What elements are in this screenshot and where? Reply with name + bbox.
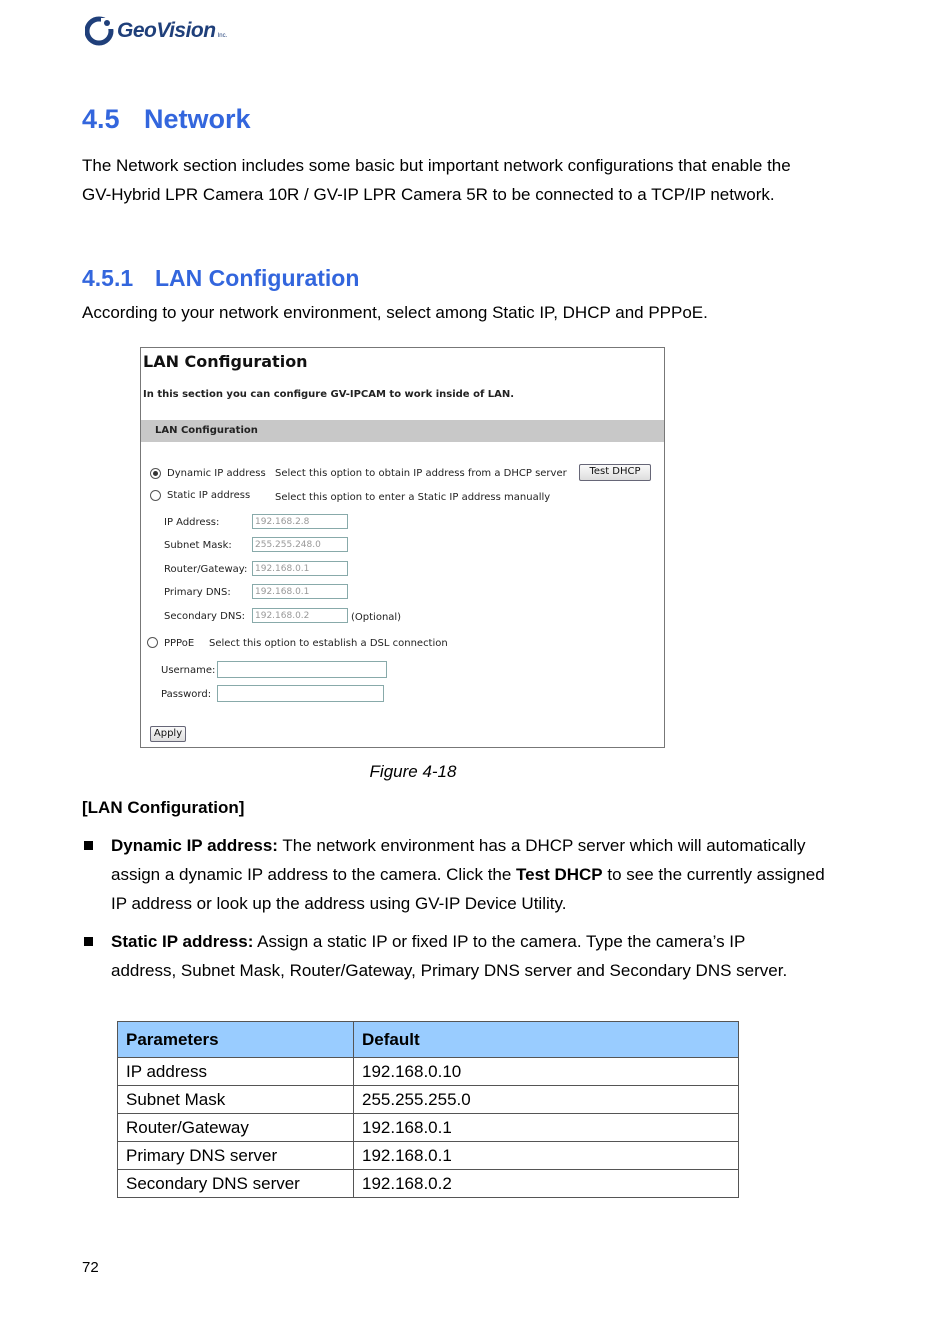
bullet-dynamic-ip	[111, 831, 831, 918]
page-number: 72	[82, 1259, 99, 1276]
screenshot-description: In this section you can configure GV-IPCAM to work inside of LAN.	[143, 389, 515, 400]
lan-configuration-heading: [LAN Configuration]	[82, 798, 245, 817]
table-cell: 192.168.0.10	[354, 1058, 739, 1086]
test-dhcp-strong: Test DHCP	[516, 865, 603, 884]
ip-address-input[interactable]: 192.168.2.8	[252, 514, 348, 529]
table-header-parameters: Parameters	[118, 1022, 354, 1058]
bullet-square-icon	[84, 841, 93, 850]
bullet-square-icon	[84, 937, 93, 946]
username-input[interactable]	[217, 661, 387, 678]
figure-caption-text: Figure 4-18	[369, 762, 457, 781]
parameters-table	[117, 1021, 739, 1198]
logo-text: GeoVision	[117, 19, 216, 42]
subnet-mask-label: Subnet Mask:	[164, 540, 232, 551]
password-label: Password:	[161, 689, 212, 700]
dynamic-ip-label: Dynamic IP address	[167, 468, 266, 479]
optional-note: (Optional)	[351, 612, 402, 623]
table-cell: Router/Gateway	[118, 1114, 354, 1142]
table-row	[118, 1058, 739, 1086]
dynamic-ip-text-2: to see the currently assigned IP address or look up the address using GV-IP Device Utility.	[111, 865, 825, 913]
static-ip-desc: Select this option to enter a Static IP address manually	[275, 492, 551, 503]
figure-caption	[0, 762, 826, 782]
pppoe-desc: Select this option to establish a DSL connection	[209, 638, 448, 649]
password-input[interactable]	[217, 685, 384, 702]
subsection-number: 4.5.1	[82, 265, 134, 291]
screenshot-section-bar	[141, 420, 664, 442]
geovision-logo	[85, 14, 227, 48]
primary-dns-input[interactable]: 192.168.0.1	[252, 584, 348, 599]
table-cell: 255.255.255.0	[354, 1086, 739, 1114]
table-cell: Subnet Mask	[118, 1086, 354, 1114]
table-row	[118, 1086, 739, 1114]
table-header-row	[118, 1022, 739, 1058]
secondary-dns-input[interactable]: 192.168.0.2	[252, 608, 348, 623]
table-cell: IP address	[118, 1058, 354, 1086]
section-title: Network	[144, 104, 251, 134]
screenshot-title: LAN Configuration	[143, 352, 308, 371]
table-row	[118, 1142, 739, 1170]
table-cell: 192.168.0.2	[354, 1170, 739, 1198]
secondary-dns-label: Secondary DNS:	[164, 611, 246, 622]
static-ip-radio[interactable]	[150, 490, 161, 501]
dynamic-ip-radio[interactable]	[150, 468, 161, 479]
router-gateway-label: Router/Gateway:	[164, 564, 248, 575]
section-number: 4.5	[82, 104, 120, 134]
table-cell: Primary DNS server	[118, 1142, 354, 1170]
table-cell: 192.168.0.1	[354, 1142, 739, 1170]
dynamic-ip-text-1: The network environment has a DHCP server which will automatically assign a dynamic IP address to the camera. Click the	[111, 836, 806, 884]
static-ip-label: Static IP address	[167, 490, 251, 501]
static-ip-term: Static IP address:	[111, 932, 254, 951]
intro-paragraph: The Network section includes some basic but important network configurations that enable the GV-Hybrid LPR Camera 10R / GV-IP LPR Camera 5R to be connected to a TCP/IP network.	[82, 156, 791, 204]
pppoe-label: PPPoE	[164, 638, 195, 649]
table-row	[118, 1170, 739, 1198]
username-label: Username:	[161, 665, 216, 676]
dynamic-ip-term: Dynamic IP address:	[111, 836, 278, 855]
subsection-intro: According to your network environment, select among Static IP, DHCP and PPPoE.	[82, 303, 708, 322]
bullet-static-ip	[111, 927, 811, 985]
geovision-logo-icon	[85, 16, 115, 46]
pppoe-radio[interactable]	[147, 637, 158, 648]
section-heading	[82, 104, 251, 135]
section-bar-label: LAN Configuration	[155, 425, 258, 436]
subsection-heading	[82, 265, 359, 292]
table-row	[118, 1114, 739, 1142]
logo-sup: Inc.	[217, 33, 228, 39]
table-header-default: Default	[354, 1022, 739, 1058]
lan-configuration-screenshot	[140, 347, 665, 748]
router-gateway-input[interactable]: 192.168.0.1	[252, 561, 348, 576]
dynamic-ip-desc: Select this option to obtain IP address from a DHCP server	[275, 468, 567, 479]
ip-address-label: IP Address:	[164, 517, 220, 528]
static-ip-text: Assign a static IP or fixed IP to the camera. Type the camera’s IP address, Subnet Mask, Router/Gateway, Primary DNS server and Secondary DNS server.	[111, 932, 788, 980]
subsection-title: LAN Configuration	[155, 265, 360, 291]
subnet-mask-input[interactable]: 255.255.248.0	[252, 537, 348, 552]
table-cell: 192.168.0.1	[354, 1114, 739, 1142]
primary-dns-label: Primary DNS:	[164, 587, 231, 598]
test-dhcp-button[interactable]: Test DHCP	[579, 464, 651, 481]
apply-button[interactable]: Apply	[150, 726, 186, 742]
table-cell: Secondary DNS server	[118, 1170, 354, 1198]
